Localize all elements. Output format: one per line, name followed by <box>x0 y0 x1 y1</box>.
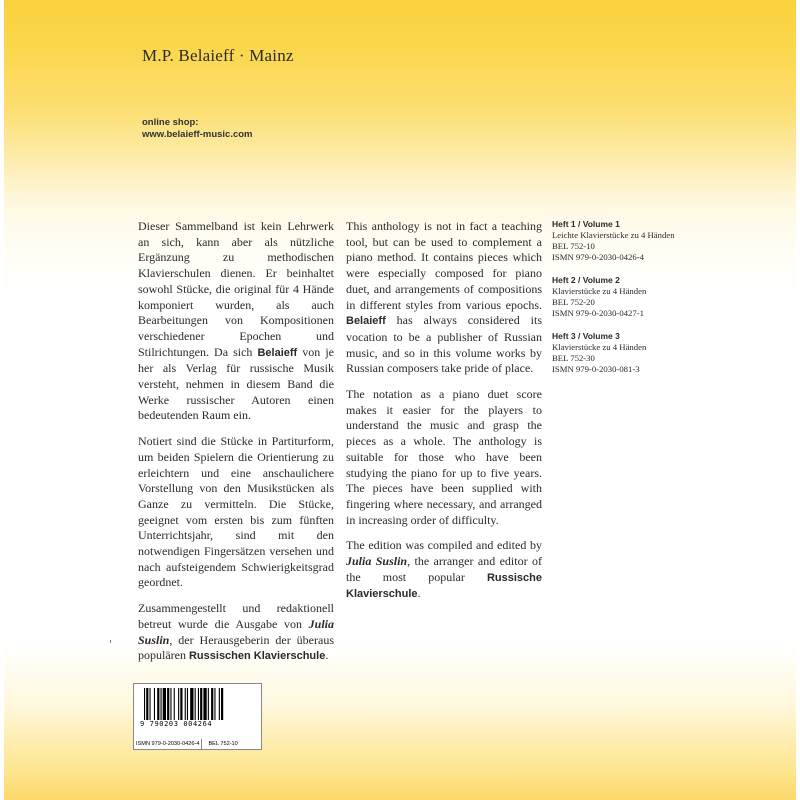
barcode-bar <box>203 688 206 720</box>
barcode-bar <box>185 688 186 720</box>
volume-description: Klavierstücke zu 4 Händen <box>552 342 647 352</box>
barcode-bar <box>150 688 151 720</box>
volume-title: Heft 2 / Volume 2 <box>552 275 620 285</box>
barcode-bar <box>167 688 169 720</box>
online-shop <box>142 117 253 141</box>
margin-tick <box>110 640 111 643</box>
barcode-bar <box>174 688 175 720</box>
volume-item <box>552 219 722 263</box>
english-paragraph-2: The notation as a piano duet score makes it easier for the players to understand the music and grasp the pieces as a whole. The anthology is suitable for those who have been studying the piano for up to five years. The pieces have been supplied with fingering where necessary, and arranged in increasing order of difficulty. <box>346 387 542 527</box>
barcode-bel: BEL 752-10 <box>208 741 238 747</box>
volume-bel: BEL 752-20 <box>552 297 595 307</box>
barcode-bar <box>146 688 148 720</box>
volume-description: Klavierstücke zu 4 Händen <box>552 286 647 296</box>
shop-label: online shop: <box>142 117 199 128</box>
barcode-bar <box>144 688 145 720</box>
volume-item <box>552 275 722 319</box>
barcode <box>133 683 262 741</box>
barcode-bar <box>157 688 159 720</box>
barcode-bar <box>198 688 199 720</box>
barcode-bar <box>211 688 213 720</box>
volume-bel: BEL 752-10 <box>552 241 595 251</box>
barcode-bar <box>200 688 202 720</box>
shop-url[interactable]: www.belaieff-music.com <box>142 129 253 140</box>
barcode-bar <box>221 688 223 720</box>
barcode-bars <box>144 688 252 720</box>
barcode-bar <box>163 688 166 720</box>
publisher-name: M.P. Belaieff · Mainz <box>142 46 294 65</box>
barcode-bar <box>195 688 196 720</box>
barcode-ismn: ISMN 979-0-2030-0426-4 <box>136 741 200 747</box>
english-paragraph-1: This anthology is not in fact a teaching tool, but can be used to complement a piano method. It contains pieces which were especially composed for piano duet, and arrangements of compositions in different styles from various epochs. Belaieff has always considered its vocation to be a publisher of Russian music, and so in this volume works by Russian composers take pride of place. <box>346 219 542 376</box>
barcode-bar <box>178 688 179 720</box>
volume-ismn: ISMN 979-0-2030-081-3 <box>552 364 640 374</box>
barcode-bar <box>161 688 162 720</box>
barcode-digits: 9 790203 004264 <box>140 720 213 728</box>
volume-item <box>552 331 722 375</box>
barcode-bar <box>208 688 209 720</box>
barcode-bar <box>187 688 188 720</box>
volume-title: Heft 3 / Volume 3 <box>552 331 620 341</box>
english-column <box>346 219 542 613</box>
german-paragraph-2: Notiert sind die Stücke in Partiturform, um beiden Spielern die Orientierung zu erleichtern und eine anschaulichere Vorstellung von den Musikstücken als Ganze zu vermitteln. Die Stücke, geeignet vom ersten bis zum fünften Unterrichtsjahr, sind mit den notwendigen Fingersätzen versehen und nach aufsteigendem Schwierigkeitsgrad geordnet. <box>138 434 334 590</box>
barcode-bar <box>170 688 171 720</box>
volume-ismn: ISMN 979-0-2030-0426-4 <box>552 252 644 262</box>
volume-title: Heft 1 / Volume 1 <box>552 219 620 229</box>
barcode-bar <box>190 688 193 720</box>
barcode-caption <box>133 739 262 750</box>
volume-bel: BEL 752-30 <box>552 353 595 363</box>
volume-list <box>552 219 722 387</box>
german-paragraph-3: Zusammengestellt und redaktionell betreut wurde die Ausgabe von Julia Suslin, der Herausgeberin der überaus populären Russischen Klavierschule. <box>138 601 334 663</box>
barcode-bar <box>180 688 182 720</box>
barcode-bar <box>219 688 220 720</box>
german-paragraph-1: Dieser Sammelband ist kein Lehrwerk an sich, kann aber als nützliche Ergänzung zu methodischen Klavierschulen dienen. Er beinhaltet sowohl Stücke, die original für 4 Hände komponiert wurden, als auch Bearbeitungen von Kompositionen verschiedener Epochen und Stilrichtungen. Da sich Belaieff von je her als Verlag für russische Musik versteht, nehmen in diesem Band die Werke russischer Autoren einen bedeutenden Raum ein. <box>138 219 334 423</box>
volume-description: Leichte Klavierstücke zu 4 Händen <box>552 230 675 240</box>
german-column <box>138 219 334 675</box>
barcode-bar <box>214 688 215 720</box>
english-paragraph-3: The edition was compiled and edited by Julia Suslin, the arranger and editor of the most popular Russische Klavierschule. <box>346 538 542 601</box>
barcode-bar <box>154 688 155 720</box>
volume-ismn: ISMN 979-0-2030-0427-1 <box>552 308 644 318</box>
